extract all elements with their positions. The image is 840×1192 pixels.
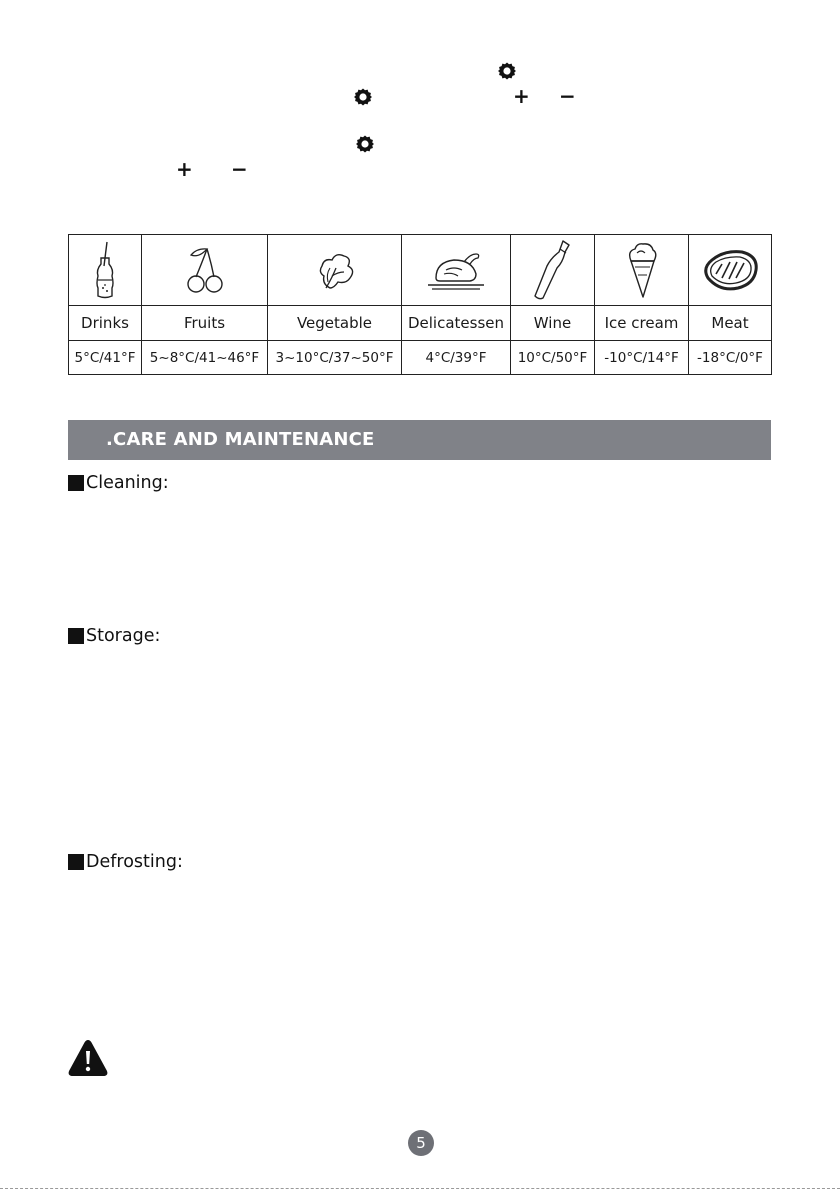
minus-symbol: − [231, 157, 248, 181]
bottom-divider [0, 1188, 840, 1189]
table-cell-icon [69, 235, 142, 306]
table-cell-icon [595, 235, 689, 306]
bottle-icon [69, 235, 141, 305]
table-cell-name: Meat [689, 306, 772, 341]
table-cell-value: -18°C/0°F [689, 341, 772, 375]
wine-bottle-icon [511, 235, 594, 305]
table-cell-icon [511, 235, 595, 306]
minus-symbol: − [559, 84, 576, 108]
section-banner [68, 420, 771, 460]
table-cell-value: -10°C/14°F [595, 341, 689, 375]
ice-cream-icon [595, 235, 688, 305]
gear-icon [497, 61, 517, 81]
table-cell-icon [268, 235, 402, 306]
defrosting-heading [68, 852, 183, 872]
table-cell-icon [142, 235, 268, 306]
plus-symbol: + [513, 84, 530, 108]
table-cell-name: Ice cream [595, 306, 689, 341]
table-cell-value: 4°C/39°F [402, 341, 511, 375]
vegetable-icon [268, 235, 401, 305]
storage-heading-label: Storage: [86, 626, 161, 646]
plus-symbol: + [176, 157, 193, 181]
defrosting-heading-label: Defrosting: [86, 852, 183, 872]
square-bullet-icon [68, 628, 84, 644]
cleaning-heading-label: Cleaning: [86, 473, 169, 493]
cleaning-heading [68, 473, 169, 493]
storage-heading [68, 626, 160, 646]
table-cell-value: 5°C/41°F [69, 341, 142, 375]
table-cell-name: Delicatessen [402, 306, 511, 341]
cherries-icon [142, 235, 267, 305]
gear-icon [355, 134, 375, 154]
table-cell-name: Vegetable [268, 306, 402, 341]
table-cell-icon [402, 235, 511, 306]
table-cell-value: 5~8°C/41~46°F [142, 341, 268, 375]
roast-chicken-icon [402, 235, 510, 305]
table-cell-name: Drinks [69, 306, 142, 341]
warning-icon [66, 1037, 110, 1079]
square-bullet-icon [68, 475, 84, 491]
steak-icon [689, 235, 771, 305]
storage-temperature-table [68, 234, 772, 375]
square-bullet-icon [68, 854, 84, 870]
table-cell-value: 10°C/50°F [511, 341, 595, 375]
table-cell-name: Fruits [142, 306, 268, 341]
gear-icon [353, 87, 373, 107]
page-number: 5 [408, 1130, 434, 1156]
table-cell-name: Wine [511, 306, 595, 341]
section-banner-title: .CARE AND MAINTENANCE [106, 429, 375, 450]
table-cell-value: 3~10°C/37~50°F [268, 341, 402, 375]
table-cell-icon [689, 235, 772, 306]
